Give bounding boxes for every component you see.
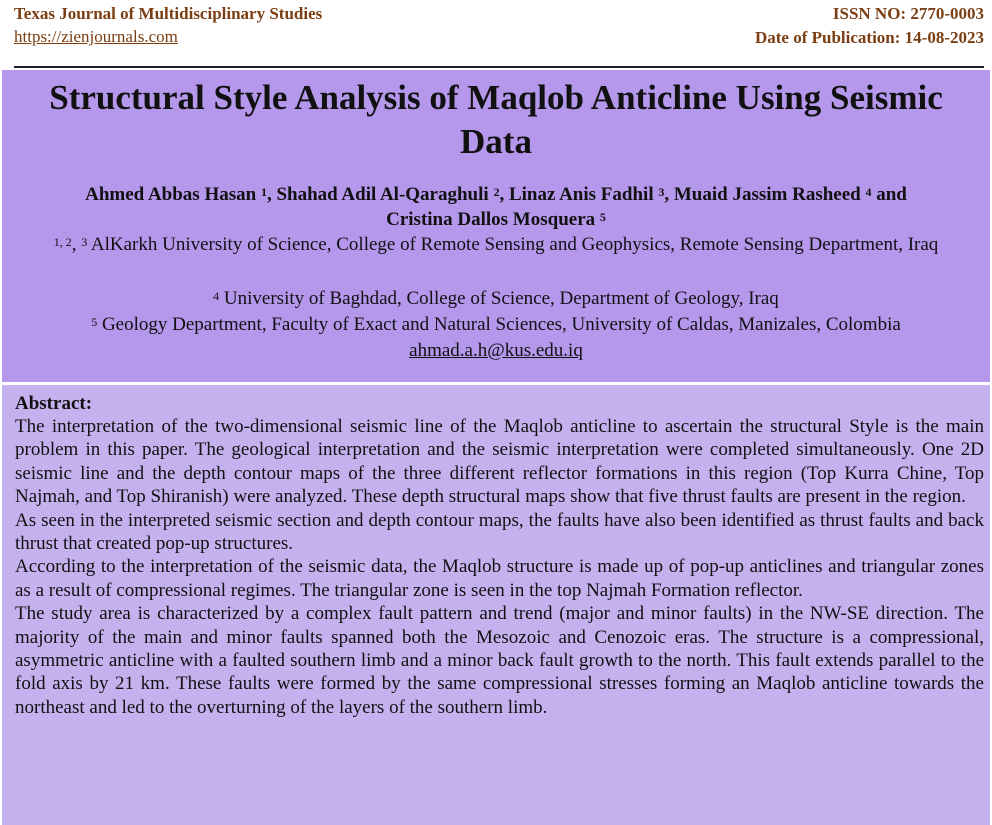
header-divider: [14, 66, 984, 68]
paper-title: Structural Style Analysis of Maqlob Anticline Using Seismic Data: [49, 78, 943, 161]
author-affiliation-mark: 3: [658, 185, 665, 199]
abstract-heading: Abstract:: [15, 393, 93, 414]
author-affiliation-mark: 2: [493, 185, 500, 199]
journal-header: [14, 2, 984, 52]
author-name: Linaz Anis Fadhil: [508, 184, 654, 205]
title-block: [2, 70, 990, 382]
affiliation-mark: 3: [81, 235, 88, 249]
abstract-paragraph: As seen in the interpreted seismic section and depth contour maps, the faults have also been identified as thrust faults and back thrust that created pop-up structures.: [15, 509, 984, 555]
author-name: Muaid Jassim Rasheed: [673, 184, 861, 205]
author-separator: and: [871, 184, 907, 205]
affiliation-3: [2, 312, 990, 337]
publication-date: Date of Publication: 14-08-2023: [754, 28, 984, 47]
affiliation-text: Geology Department, Faculty of Exact and Natural Sciences, University of Caldas, Manizales, Colombia: [101, 314, 901, 335]
affiliation-mark: 4: [213, 289, 220, 303]
journal-info: [14, 2, 322, 48]
email-line: [2, 338, 990, 363]
abstract-paragraph: The study area is characterized by a complex fault pattern and trend (major and minor faults) in the NW-SE direction. The majority of the main and minor faults spanned both the Mesozoic and Cenozoic eras. The structure is a compressional, asymmetric anticline with a faulted southern limb and a minor back fault growth to the north. This fault extends parallel to the fold axis by 21 km. These faults were formed by the same compressional stresses forming an Maqlob anticline towards the northeast and led to the overturning of the layers of the southern limb.: [15, 603, 984, 718]
author-affiliation-mark: 4: [865, 185, 872, 199]
issn-number: ISSN NO: 2770-0003: [832, 4, 984, 23]
abstract-section: [2, 385, 990, 825]
author-affiliation-mark: 1: [260, 185, 267, 199]
author-list: [2, 182, 990, 232]
abstract-paragraph: According to the interpretation of the seismic data, the Maqlob structure is made up of pop-up anticlines and triangular zones as a result of compressional regimes. The triangular zone is seen in the top Najmah Formation reflector.: [15, 556, 984, 601]
author-affiliation-mark: 5: [599, 210, 606, 224]
publication-info: [755, 2, 984, 50]
author-name: Ahmed Abbas Hasan: [85, 184, 257, 205]
author-name: Shahad Adil Al-Qaraghuli: [276, 184, 489, 205]
journal-name: Texas Journal of Multidisciplinary Studies: [14, 4, 323, 23]
author-email-link[interactable]: ahmad.a.h@kus.edu.iq: [409, 340, 583, 361]
author-separator: ,: [664, 184, 674, 205]
affiliation-text: University of Baghdad, College of Science, Department of Geology, Iraq: [223, 288, 779, 309]
abstract-paragraph: The interpretation of the two-dimensional seismic line of the Maqlob anticline to ascertain the structural Style is the main problem in this paper. The geological interpretation and the seismic interpretation were completed simultaneously. One 2D seismic line and the depth contour maps of the three different reflector formations in this region (Top Kurra Chine, Top Najmah, and Top Shiranish) were analyzed. These depth structural maps show that five thrust faults are present in the region.: [15, 416, 984, 508]
affiliation-mark: 5: [91, 315, 98, 329]
affiliation-2: [2, 286, 990, 311]
affiliation-1: $^{1, 2}$, $^3$ AlKarkh University of Science, College of Remote Sensing and Geophysics, Remote Sensing Department, Iraq: [53, 234, 939, 255]
author-separator: ,: [499, 184, 509, 205]
author-name: Cristina Dallos Mosquera: [386, 209, 596, 230]
affiliation-text: AlKarkh University of Science, College of Remote Sensing and Geophysics, Remote Sensing Department, Iraq: [90, 234, 939, 255]
affiliation-mark: 1, 2: [53, 235, 72, 249]
author-separator: ,: [266, 184, 277, 205]
journal-url-link[interactable]: https://zienjournals.com: [14, 27, 178, 46]
